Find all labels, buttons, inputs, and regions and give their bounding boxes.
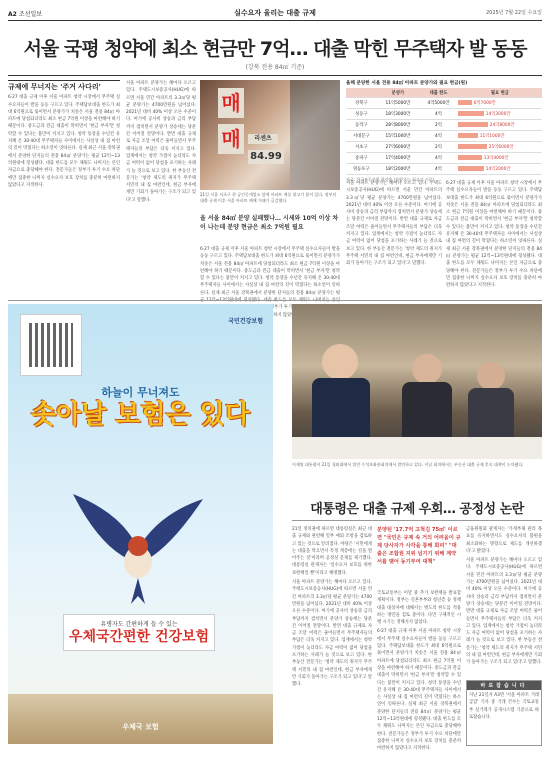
- photo-caption: 21일 서울 서초구 한 공인중개업소 앞에 아파트 매물 광고가 붙어 있다. 정부의 대출 규제 이후 서울 아파트 매매 거래가 급감했다.: [200, 192, 337, 203]
- lead-kicker: 규제에 무너지는 '주거 사다리': [8, 80, 120, 91]
- cash-value: 11억1000만: [479, 134, 505, 139]
- table-cell-price: 27억6000만: [377, 142, 420, 153]
- price-table: [346, 88, 542, 175]
- cash-bar: [458, 111, 484, 116]
- table-cell-area: 영등포구: [346, 164, 377, 175]
- right-article-a: [346, 180, 442, 296]
- ad-product-name: 우체국간편한 건강보험: [68, 629, 210, 645]
- qr-code: [20, 314, 82, 376]
- table-cell-price: 18억2000만: [377, 164, 420, 175]
- table-cell-cash: [458, 120, 542, 131]
- bottom-body-2b: 6·27 대출 규제 이후 서울 아파트 청약 시장에서 무주택 실수요자들이 발을 동동 구르고 있다. 주택담보대출 한도가 최대 6억원으로 묶이면서 분양가가 치솟은 서울 전용 84㎡ 아파트에 당첨되더라도 최소 현금 7억원 이상을 마련해야 하기 때문이다. 중도금과 잔금 대출이 막히면서 '현금 부자'만 청약할 수 있다는 불만이 커지고 있다. 청약 통장을 수년간 유지해 온 30·40대 무주택자들 사이에서는 사실상 내 집 마련의 길이 막혔다는 하소연이 잇따른다. 실제 최근 서울 강북권에서 분양한 단지들의 전용 84㎡ 분양가는 평균 12억~13억원대에 형성됐다. 대출 한도를 모두 채워도 나머지는 본인 자금으로 충당해야 한다. 전문가들은 정부가 투기 수요 차단에만 집중한 나머지 실수요자 보호 장치를 충분히 마련하지 않았다고 지적한다.: [377, 629, 461, 752]
- mid-body-a: 서울 아파트 분양가는 해마다 오르고 있다. 주택도시보증공사(HUG)에 따르면 서울 민간 아파트의 3.3㎡당 평균 분양가는 4700만원을 넘어섰다. 2021년 대비 40% 이상 오른 수준이다. 여기에 공사비 상승과 금리 부담까지 겹치면서 분양가 상승세는 당분간 이어질 전망이다. 반면 대출 규제로 자금 조달 여력은 줄어들면서 무주택자들의 부담은 더욱 커지고 있다. 업계에서는 청약 가점이 높더라도 자금 여력이 없어 당첨을 포기하는 사례가 늘 것으로 보고 있다. 한 부동산 전문가는 '청약 제도의 취지가 무주택 서민의 내 집 마련인데, 현금 부자에게만 기회가 돌아가는 구조가 되고 있다'고 말했다.: [126, 81, 196, 203]
- lead-article-continued: [126, 80, 196, 295]
- table-cell-cash: [458, 131, 542, 142]
- bottom-body-1b: 서울 아파트 분양가는 해마다 오르고 있다. 주택도시보증공사(HUG)에 따르면 서울 민간 아파트의 3.3㎡당 평균 분양가는 4700만원을 넘어섰다. 2021년 대비 40% 이상 오른 수준이다. 여기에 공사비 상승과 금리 부담까지 겹치면서 분양가 상승세는 당분간 이어질 전망이다. 반면 대출 규제로 자금 조달 여력은 줄어들면서 무주택자들의 부담은 더욱 커지고 있다. 업계에서는 청약 가점이 높더라도 자금 여력이 없어 당첨을 포기하는 사례가 늘 것으로 보고 있다. 한 부동산 전문가는 '청약 제도의 취지가 무주택 서민의 내 집 마련인데, 현금 부자에게만 기회가 돌아가는 구조가 되고 있다'고 말했다.: [292, 580, 372, 688]
- cash-value: 25억6000만: [488, 145, 514, 150]
- table-header: 대출 한도: [419, 88, 458, 98]
- correction-title: 바로잡습니다: [467, 681, 541, 690]
- swallow-illustration: [63, 474, 213, 614]
- table-row: [346, 120, 542, 131]
- table-row: [346, 131, 542, 142]
- table-cell-cash: [458, 142, 542, 153]
- cash-value: 14억2000만: [485, 167, 511, 172]
- right-article-b: [446, 180, 542, 296]
- table-cell-price: 18억3000만: [377, 109, 420, 120]
- table-cell-loan: 4억: [419, 131, 458, 142]
- table-cell-area: 동작구: [346, 120, 377, 131]
- table-cell-loan: 2억: [419, 120, 458, 131]
- second-headline: 대통령은 대출 규제 우회… 공정성 논란: [310, 502, 524, 517]
- insurance-ad: [8, 304, 273, 744]
- table-cell-price: 15억1000만: [377, 131, 420, 142]
- table-header: [346, 88, 377, 98]
- bottom-body-3: 금융위원회 관계자는 '가계부채 관리 목표를 유지하면서도 실수요자의 불편을 최소화하는 방향으로 제도를 개선하겠다'고 밝혔다.: [466, 527, 542, 554]
- sign-2: 매: [218, 124, 244, 154]
- bottom-col-3: [466, 526, 542, 676]
- ad-line-1: 하늘이 무너져도: [101, 386, 180, 399]
- bottom-body-3b: 서울 아파트 분양가는 해마다 오르고 있다. 주택도시보증공사(HUG)에 따르면 서울 민간 아파트의 3.3㎡당 평균 분양가는 4700만원을 넘어섰다. 2021년 대비 40% 이상 오른 수준이다. 여기에 공사비 상승과 금리 부담까지 겹치면서 분양가 상승세는 당분간 이어질 전망이다. 반면 대출 규제로 자금 조달 여력은 줄어들면서 무주택자들의 부담은 더욱 커지고 있다. 업계에서는 청약 가점이 높더라도 자금 여력이 없어 당첨을 포기하는 사례가 늘 것으로 보고 있다. 한 부동산 전문가는 '청약 제도의 취지가 무주택 서민의 내 집 마련인데, 현금 부자에게만 기회가 돌아가는 구조가 되고 있다'고 말했다.: [466, 558, 542, 666]
- ad-sponsor: 국민건강보험: [228, 318, 263, 325]
- table-row: [346, 142, 542, 153]
- cash-bar: [458, 144, 487, 149]
- cash-bar: [458, 100, 472, 105]
- table-header-row: [346, 88, 542, 98]
- cash-bar: [458, 122, 488, 127]
- bottom-body-1: 21일 정치권에 따르면 대통령실은 최근 대출 규제와 관련해 일부 예외 조항을 검토하고 있는 것으로 알려졌다. 야당은 '서민에게는 대출을 막으면서 특정 계층에는 길을 열어주는 것'이라며 공정성 문제를 제기했다. 대통령실 관계자는 '실수요자 보호를 위한 보완책일 뿐'이라고 해명했다.: [292, 527, 372, 576]
- table-cell-cash: [458, 153, 542, 164]
- table-cell-cash: [458, 98, 542, 109]
- cash-value: 13억4000만: [483, 156, 509, 161]
- mid-body-b: 6·27 대출 규제 이후 서울 아파트 청약 시장에서 무주택 실수요자들이 발을 동동 구르고 있다. 주택담보대출 한도가 최대 6억원으로 묶이면서 분양가가 치솟은 서울 전용 84㎡ 아파트에 당첨되더라도 최소 현금 7억원 이상을 마련해야 하기 때문이다. 중도금과 잔금 대출이 막히면서 '현금 부자'만 청약할 수 있다는 불만이 커지고 있다. 청약 통장을 수년간 유지해 온 30·40대 무주택자들 사이에서는 사실상 내 집 마련의 길이 막혔다는 하소연이 잇따른다. 실제 최근 서울 강북권에서 분양한 단지들의 전용 84㎡ 분양가는 평 정부가 투기 마련하지: [200, 247, 340, 318]
- headline-divider: [8, 75, 542, 76]
- cash-value: 14억3000만: [485, 112, 511, 117]
- table-row: [346, 153, 542, 164]
- meeting-photo-caption: 이재명 대통령이 21일 청와대에서 열린 수석보좌관회의에서 발언하고 있다. 이날 회의에서는 부동산 대출 규제 후속 대책이 논의됐다.: [292, 462, 524, 467]
- correction-notice: [466, 680, 542, 746]
- cash-value: 6억7000만: [473, 101, 496, 106]
- ad-product-box: [63, 614, 215, 651]
- page-number: A2 조선일보: [8, 11, 43, 18]
- table-cell-area: 송파구: [346, 153, 377, 164]
- table-cell-loan: 4억: [419, 153, 458, 164]
- cash-bar: [458, 155, 482, 160]
- ad-tagline: 유병자도 간편하게 들 수 있는: [100, 621, 178, 628]
- table-cell-loan: 4억: [419, 109, 458, 120]
- table-note: 자료: 한국부동산원 청약홈 (분양가는 최고가 기준): [346, 177, 435, 182]
- right-body-a: 서울 아파트 분양가는 해마다 오르고 있다. 주택도시보증공사(HUG)에 따르면 서울 민간 아파트의 3.3㎡당 평균 분양가는 4700만원을 넘어섰다. 2021년 대비 40% 이상 오른 수준이다. 여기에 공사비 상승과 금리 부담까지 겹치면서 분양가 상승세는 당분간 이어질 전망이다. 반면 대출 규제로 자금 조달 여력은 줄어들면서 무주택자들의 부담은 더욱 커지고 있다. 업계에서는 청약 가점이 높더라도 자금 여력이 없어 당첨을 포기하는 사례가 늘 것으로 보고 있다. 한 부동산 전문가는 '청약 제도의 취지가 무주택 서민의 내 집 마련인데, 현금 부자에게만 기회가 돌아가는 구조가 되고 있다'고 말했다.: [346, 181, 442, 267]
- page-header: [8, 6, 542, 21]
- ad-footer: 우체국 보험: [122, 723, 159, 731]
- issue-date: 2025년 7월 22일 수요일: [485, 10, 542, 16]
- mid-article: [200, 246, 340, 318]
- main-headline: 서울 국평 청약에 최소 현금만 7억… 대출 막힌 무주택자 발 동동: [23, 38, 527, 60]
- table-header: 필요 현금: [458, 88, 542, 98]
- lead-body: 6·27 대출 규제 이후 서울 아파트 청약 시장에서 무주택 실수요자들이 발을 동동 구르고 있다. 주택담보대출 한도가 최대 6억원으로 묶이면서 분양가가 치솟은 서울 전용 84㎡ 아파트에 당첨되더라도 최소 현금 7억원 이상을 마련해야 하기 때문이다. 중도금과 잔금 대출이 막히면서 '현금 부자'만 청약할 수 있다는 불만이 커지고 있다. 청약 통장을 수년간 유지해 온 30·40대 무주택자들 사이에서는 사실상 내 집 마련의 길이 막혔다는 하소연이 잇따른다. 실제 최근 서울 강북권에서 분양한 단지들의 전용 84㎡ 분양가는 평균 12억~13억원대에 형성됐다. 대출 한도를 모두 채워도 나머지는 본인 자금으로 충당해야 한다. 전문가들은 정부가 투기 수요 차단에만 집중한 나머지 실수요자 보호 장치를 충분히 마련하지 않았다고 지적한다.: [8, 95, 120, 188]
- correction-body: 지난 21일자 A3면 '서울 아파트 거래 급감' 기사 중 거래 건수는 국토교통부 실거래가 공개시스템 기준으로 바로잡습니다.: [469, 693, 539, 720]
- table-cell-area: 성동구: [346, 109, 377, 120]
- sign-4: 84.99: [248, 150, 284, 164]
- table-cell-price: 17억4000만: [377, 153, 420, 164]
- ad-town-scene: [8, 694, 273, 744]
- table-cell-cash: [458, 109, 542, 120]
- sign-3: 리센츠: [248, 134, 278, 144]
- table-cell-loan: 4억5000만: [419, 98, 458, 109]
- section-title: 실수요자 울리는 대출 규제: [234, 9, 316, 17]
- table-cell-loan: 2억: [419, 142, 458, 153]
- table-cell-area: 서대문구: [346, 131, 377, 142]
- bottom-quote: 분양된 '17.7억 고척김 75㎡' 이르면 "국민은 규제 속 거의 어려움이 규제 당사자가 사각을 통해 회피" "대출은 조합원 지위 넘기기 위해 계약서를 맺어 동기부여 대책": [377, 527, 461, 565]
- cash-bar: [458, 133, 478, 138]
- cash-bar: [458, 166, 484, 171]
- cash-value: 24억8000만: [489, 123, 515, 128]
- bottom-col-2: [377, 590, 461, 752]
- meeting-photo: [292, 304, 542, 459]
- table-header: 분양가: [377, 88, 420, 98]
- table-cell-loan: 4억: [419, 164, 458, 175]
- table-cell-area: 서초구: [346, 142, 377, 153]
- ad-line-2: 솟아날 보험은 있다: [30, 400, 251, 430]
- table-cell-price: 11억5000만: [377, 98, 420, 109]
- sign-1: 매: [218, 88, 244, 118]
- right-body-b: 6·27 대출 규제 이후 서울 아파트 청약 시장에서 무주택 실수요자들이 발을 동동 구르고 있다. 주택담보대출 한도가 최대 6억원으로 묶이면서 분양가가 치솟은 서울 전용 84㎡ 아파트에 당첨되더라도 최소 현금 7억원 이상을 마련해야 하기 때문이다. 중도금과 잔금 대출이 막히면서 '현금 부자'만 청약할 수 있다는 불만이 커지고 있다. 청약 통장을 수년간 유지해 온 30·40대 무주택자들 사이에서는 사실상 내 집 마련의 길이 막혔다는 하소연이 잇따른다. 실제 최근 서울 강북권에서 분양한 단지들의 전용 84㎡ 분양가는 평균 12억~13억원대에 형성됐다. 대출 한도를 모두 채워도 나머지는 본인 자금으로 충당해야 한다. 전문가들은 정부가 투기 수요 차단에만 집중한 나머지 실수요자 보호 장치를 충분히 마련하지 않았다고 지적한다.: [446, 181, 542, 289]
- table-cell-area: 강북구: [346, 98, 377, 109]
- bottom-body-2: 국토교통부는 이달 중 추가 보완책을 발표할 계획이다. 정부는 신혼부부와 청년층 등 정책 대출 대상자에 대해서는 별도의 한도를 적용하는 방안을 검토 중이다. 다만 구체적인 시행 시기는 정해지지 않았다.: [377, 591, 461, 626]
- section-divider: [8, 300, 542, 301]
- price-table-box: [346, 80, 542, 183]
- lead-article: [8, 80, 120, 295]
- mid-quote: 올 서울 84㎡ 분양 실패했나… 시세와 10억 이상 차이 나는데 분양 현금은 최소 7억원 필요: [200, 215, 339, 231]
- table-row: [346, 164, 542, 175]
- bottom-quote-box: [377, 526, 461, 566]
- real-estate-photo: [200, 80, 340, 190]
- bottom-col-1: [292, 526, 372, 746]
- table-row: [346, 98, 542, 109]
- table-cell-price: 28억8000만: [377, 120, 420, 131]
- table-row: [346, 109, 542, 120]
- headline2-divider: [292, 520, 542, 521]
- headline-subtitle: (강북 전용 84㎡ 기준): [245, 64, 305, 71]
- table-cell-cash: [458, 164, 542, 175]
- table-title: 올해 분양한 서울 전용 84㎡ 아파트 분양가와 필요 현금(원): [346, 81, 468, 86]
